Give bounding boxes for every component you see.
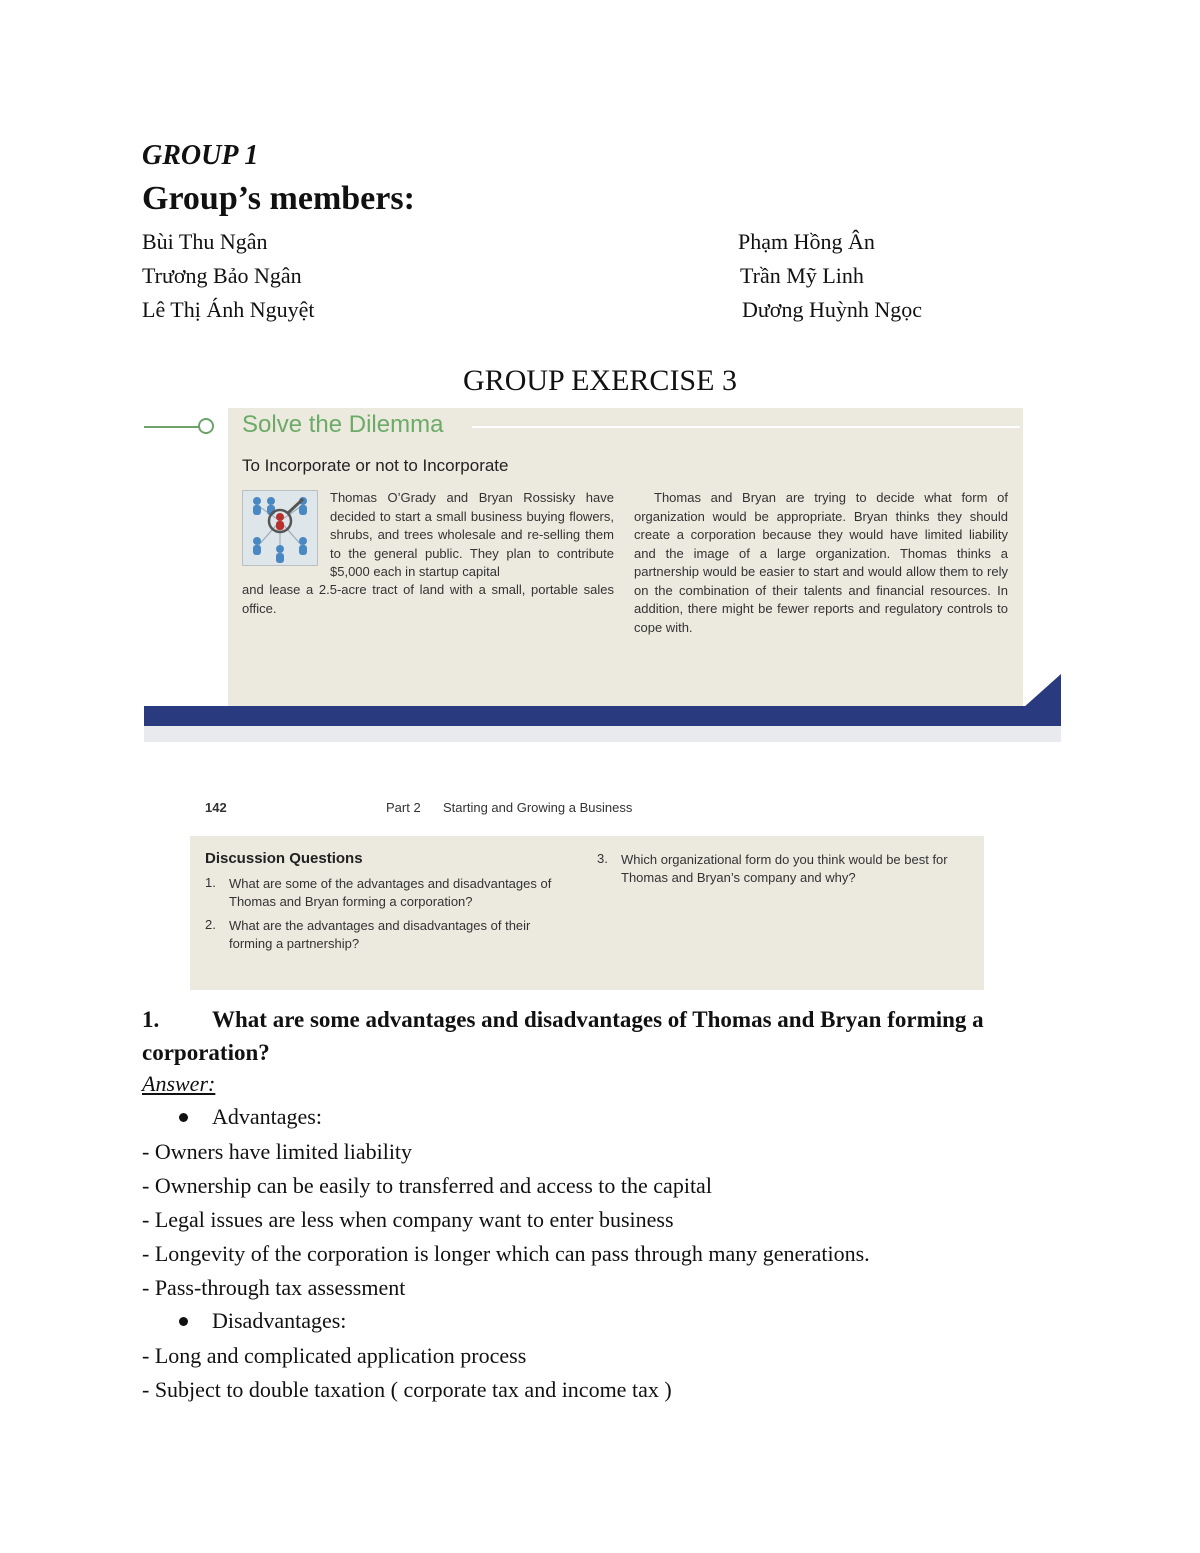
- members-heading: Group’s members:: [142, 180, 415, 217]
- advantage-item: - Longevity of the corporation is longer which can pass through many generations.: [142, 1241, 870, 1266]
- part-title: Starting and Growing a Business: [443, 800, 633, 815]
- disadvantage-item: - Long and complicated application process: [142, 1343, 527, 1368]
- advantages-label: Advantages:: [212, 1104, 322, 1129]
- answer-question-number: 1.: [142, 1007, 160, 1032]
- dilemma-text-col1-continued: and lease a 2.5-acre tract of land with a small, portable sales office.: [242, 582, 614, 616]
- dilemma-subheading: To Incorporate or not to Incorporate: [242, 456, 509, 475]
- dilemma-text-col1: Thomas O’Grady and Bryan Rossisky have decided to start a small business buying flowers, shrubs, and trees wholesale and re-selling them to the general public. They plan to contribute $5,000 each in startup capital: [330, 490, 614, 579]
- part-label: Part 2: [386, 800, 421, 815]
- people-network-icon: [242, 490, 318, 566]
- group-title: GROUP 1: [142, 140, 259, 171]
- question-text: Which organizational form do you think would be best for Thomas and Bryan’s company and why?: [621, 852, 948, 885]
- bullet-icon: [179, 1317, 188, 1326]
- member-name: Trần Mỹ Linh: [740, 263, 864, 288]
- dilemma-divider: [472, 426, 1020, 428]
- member-name: Bùi Thu Ngân: [142, 229, 268, 254]
- question-text: What are some of the advantages and disadvantages of Thomas and Bryan forming a corporation?: [229, 876, 552, 909]
- question-number: 3.: [597, 851, 608, 866]
- question-text: What are the advantages and disadvantages of their forming a partnership?: [229, 918, 531, 951]
- discussion-heading: Discussion Questions: [205, 850, 363, 867]
- advantage-item: - Pass-through tax assessment: [142, 1275, 406, 1300]
- decorative-bar-shadow: [144, 726, 1061, 742]
- disadvantage-item: - Subject to double taxation ( corporate tax and income tax ): [142, 1377, 672, 1402]
- corner-triangle-icon: [1023, 674, 1061, 708]
- advantage-item: - Owners have limited liability: [142, 1139, 413, 1164]
- exercise-title: GROUP EXERCISE 3: [463, 364, 737, 397]
- question-number: 1.: [205, 875, 216, 890]
- circle-marker-icon: [198, 418, 214, 434]
- member-name: Lê Thị Ánh Nguyệt: [142, 297, 315, 322]
- bullet-icon: [179, 1113, 188, 1122]
- question-number: 2.: [205, 917, 216, 932]
- page-number: 142: [205, 800, 227, 815]
- answer-question-text: What are some advantages and disadvantages of Thomas and Bryan forming a corporation?: [142, 1007, 984, 1065]
- member-name: Dương Huỳnh Ngọc: [742, 297, 922, 322]
- dilemma-text-col2: Thomas and Bryan are trying to decide what form of organization would be appropriate. Bryan thinks they should create a corporation because they would have limited liability and the image of a large organization. Thomas thinks a partnership would be easier to start and would allow them to rely on the combination of their talents and financial resources. In addition, there might be fewer reports and regulatory controls to cope with.: [634, 490, 1008, 635]
- member-name: Phạm Hồng Ân: [738, 229, 875, 254]
- dilemma-connector-line: [144, 426, 200, 428]
- disadvantages-label: Disadvantages:: [212, 1308, 347, 1333]
- answer-label: Answer:: [142, 1071, 216, 1096]
- decorative-bar: [144, 706, 1061, 726]
- advantage-item: - Ownership can be easily to transferred and access to the capital: [142, 1173, 712, 1198]
- dilemma-heading: Solve the Dilemma: [242, 411, 444, 438]
- member-name: Trương Bảo Ngân: [142, 263, 302, 288]
- answer-question: [142, 1003, 1060, 1069]
- advantage-item: - Legal issues are less when company want to enter business: [142, 1207, 674, 1232]
